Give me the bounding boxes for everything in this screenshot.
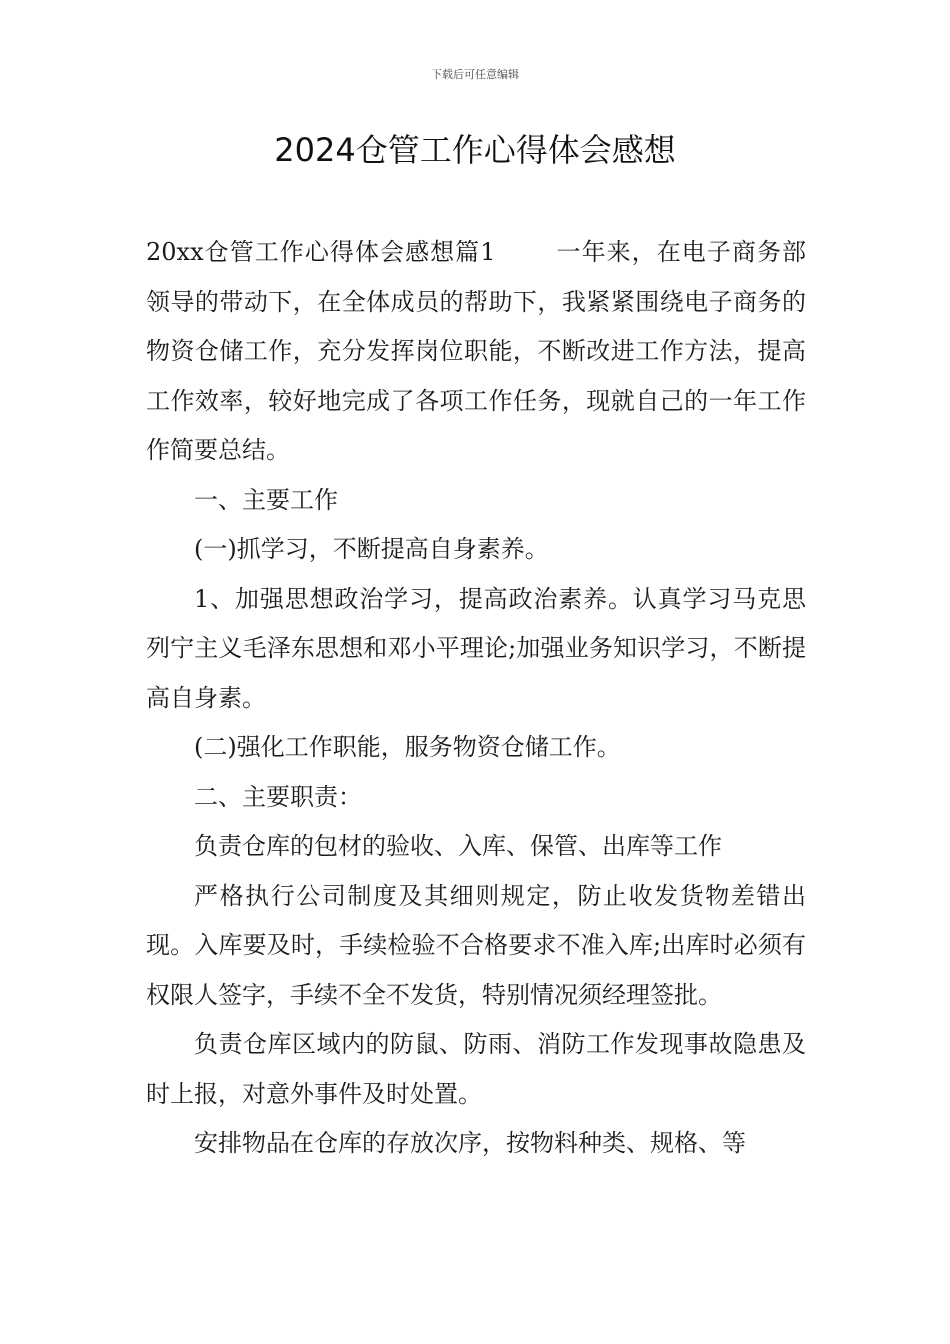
paragraph-duty-regulations: 严格执行公司制度及其细则规定，防止收发货物差错出现。入库要及时，手续检验不合格要求不准入库;出库时必须有权限人签字，手续不全不发货，特别情况须经理签批。 (146, 881, 806, 1009)
subsection-heading-study: (一)抓学习，不断提高自身素养。 (194, 535, 549, 563)
document-title: 2024仓管工作心得体会感想 (274, 131, 676, 169)
document-body (146, 228, 806, 1169)
subsection-heading-function: (二)强化工作职能，服务物资仓储工作。 (194, 733, 621, 761)
paragraph-duty-safety: 负责仓库区域内的防鼠、防雨、消防工作发现事故隐患及时上报，对意外事件及时处置。 (146, 1030, 806, 1108)
paragraph-political-study: 1、加强思想政治学习，提高政治素养。认真学习马克思列宁主义毛泽东思想和邓小平理论;加强业务知识学习，不断提高自身素。 (146, 584, 806, 712)
paragraph-duty-packaging: 负责仓库的包材的验收、入库、保管、出库等工作 (194, 832, 722, 860)
header-note: 下载后可任意编辑 (431, 68, 519, 81)
section-heading-main-work: 一、主要工作 (194, 485, 338, 514)
section-heading-duties: 二、主要职责： (194, 782, 362, 811)
intro-text: 一年来，在电子商务部领导的带动下，在全体成员的帮助下，我紧紧围绕电子商务的物资仓储工作，充分发挥岗位职能，不断改进工作方法，提高工作效率，较好地完成了各项工作任务，现就自己的一年工作作简要总结。 (146, 238, 806, 464)
intro-lead: 20xx仓管工作心得体会感想篇1 (146, 238, 496, 266)
paragraph-intro (146, 228, 806, 476)
paragraph-duty-storage: 安排物品在仓库的存放次序，按物料种类、规格、等 (194, 1129, 746, 1157)
